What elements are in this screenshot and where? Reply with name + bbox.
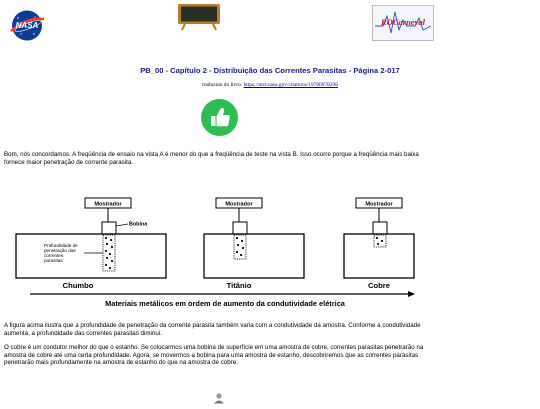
source-link[interactable]: https://ntrs.nasa.gov/citations/19780078298 — [243, 82, 338, 88]
sample-chumbo — [16, 234, 166, 278]
rocarneval-logo-text: ROCarneval — [381, 17, 425, 27]
material-label-titanio: Titânio — [226, 281, 252, 290]
depth-label: Profundidade de penetração das correntes parasitas — [44, 243, 78, 263]
chalkboard-icon — [176, 3, 222, 31]
diagram-caption: Materiais metálicos em ordem de aumento da condutividade elétrica — [105, 299, 345, 308]
user-avatar-icon[interactable] — [213, 391, 225, 403]
display-label-chumbo: Mostrador — [94, 201, 122, 208]
coil-chumbo — [102, 222, 116, 234]
sample-titanio — [204, 234, 304, 278]
coil-titanio — [233, 222, 247, 234]
source-line — [0, 82, 540, 88]
material-label-cobre: Cobre — [368, 281, 390, 290]
coil-label: Bobina — [129, 221, 148, 228]
page-title: PB_00 - Capítulo 2 - Distribuição das Correntes Parasitas - Página 2-017 — [140, 66, 400, 75]
paragraph-conductivity: A figura acima ilustra que a profundidade de penetração da corrente parasita também varia com a condutividade da amostra. Conforme a condutividade aumenta, a profundidade das correntes parasitas diminui. — [4, 322, 421, 337]
thumbs-up-icon — [201, 99, 238, 136]
nasa-logo — [8, 9, 46, 42]
source-prefix: traduzido do livro: — [202, 82, 244, 88]
display-label-titanio: Mostrador — [225, 201, 253, 208]
material-label-chumbo: Chumbo — [62, 281, 94, 290]
conductivity-diagram — [10, 193, 420, 311]
nasa-logo-text: NASA — [15, 21, 39, 30]
paragraph-copper-tin: O cobre é um condutor melhor do que o estanho. Se colocarmos uma bobina de superfície em uma amostra de cobre, correntes parasitas penetrarão na amostra de cobre até uma certa profundidade. Agora, se movermos a bobina para uma amostra de estanho, descobriremos que as correntes parasitas penetrarão mais profundamente na amostra de estanho do que na amostra de cobre. — [4, 344, 424, 367]
paragraph-answer: Bom, nós concordamos. A freqüência de ensaio na vista A é menor do que a freqüência de teste na vista B. Isso ocorre porque a freqüência mais baixa fornece maior penetração de corrente parasita. — [4, 151, 419, 166]
thumbs-up-button[interactable] — [201, 99, 238, 136]
display-label-cobre: Mostrador — [365, 201, 393, 208]
rocarneval-logo — [372, 5, 434, 41]
coil-cobre — [373, 222, 387, 234]
